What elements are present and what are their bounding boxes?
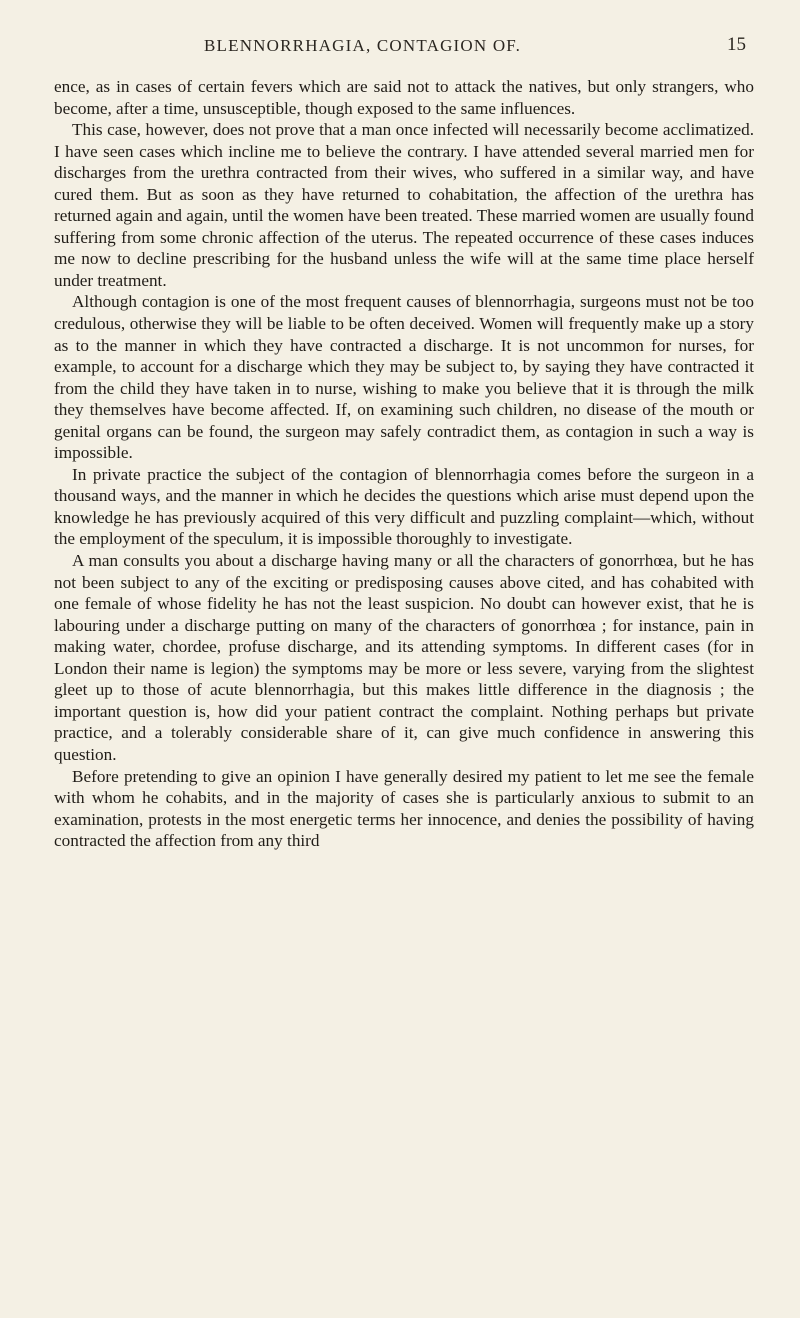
paragraph: A man consults you about a discharge having many or all the characters of gonorrhœa, but he has not been subject to any of the exciting or predisposing causes above cited, and has cohabited with one female of whose fidelity he has not the least suspicion. No doubt can however exist, that he is labouring under a discharge putting on many of the characters of gonorrhœa ; for instance, pain in making water, chordee, profuse discharge, and its attending symptoms. In different cases (for in London their name is legion) the symptoms may be more or less severe, varying from the slightest gleet up to those of acute blennorrhagia, but this makes little difference in the diagnosis ; the important question is, how did your patient contract the complaint. Nothing perhaps but private practice, and a tolerably considerable share of it, can give much confidence in answering this question. xyxy=(54,551,754,764)
paragraph: Although contagion is one of the most frequent causes of blennorrhagia, surgeons must not be too credulous, otherwise they will be liable to be often deceived. Women will frequently make up a story as to the manner in which they have contracted a discharge. It is not uncommon for nurses, for example, to account for a discharge which they may be subject to, by saying they have contracted it from the child they have taken in to nurse, wishing to make you believe that it is through the milk they themselves have become affected. If, on examining such children, no disease of the mouth or genital organs can be found, the surgeon may safely contradict them, as contagion in such a way is impossible. xyxy=(54,292,754,463)
paragraph: This case, however, does not prove that a man once infected will necessarily become acclimatized. I have seen cases which incline me to believe the contrary. I have attended several married men for discharges from the urethra contracted from their wives, who suffered in a similar way, and have cured them. But as soon as they have returned to cohabitation, the affection of the urethra has returned again and again, until the women have been treated. These married women are usually found suffering from some chronic affection of the uterus. The repeated occurrence of these cases induces me now to decline prescribing for the husband unless the wife will at the same time place herself under treatment. xyxy=(54,120,754,290)
running-head: BLENNORRHAGIA, CONTAGION OF. xyxy=(204,36,522,55)
paragraph: In private practice the subject of the contagion of blennorrhagia comes before the surgeon in a thousand ways, and the manner in which he decides the questions which arise must depend upon the knowledge he has previously acquired of this very difficult and puzzling complaint—which, without the employment of the speculum, it is impossible thoroughly to investigate. xyxy=(54,464,754,549)
page-number: 15 xyxy=(727,34,746,55)
body-text xyxy=(54,76,754,852)
page-header xyxy=(54,36,754,64)
paragraph-continuation: ence, as in cases of certain fevers which are said not to attack the natives, but only strangers, who become, after a time, unsusceptible, though exposed to the same influences. xyxy=(54,77,754,118)
paragraph: Before pretending to give an opinion I have generally desired my patient to let me see the female with whom he cohabits, and in the majority of cases she is particularly anxious to submit to an examination, protests in the most energetic terms her innocence, and denies the possibility of having contracted the affection from any third xyxy=(54,766,754,851)
